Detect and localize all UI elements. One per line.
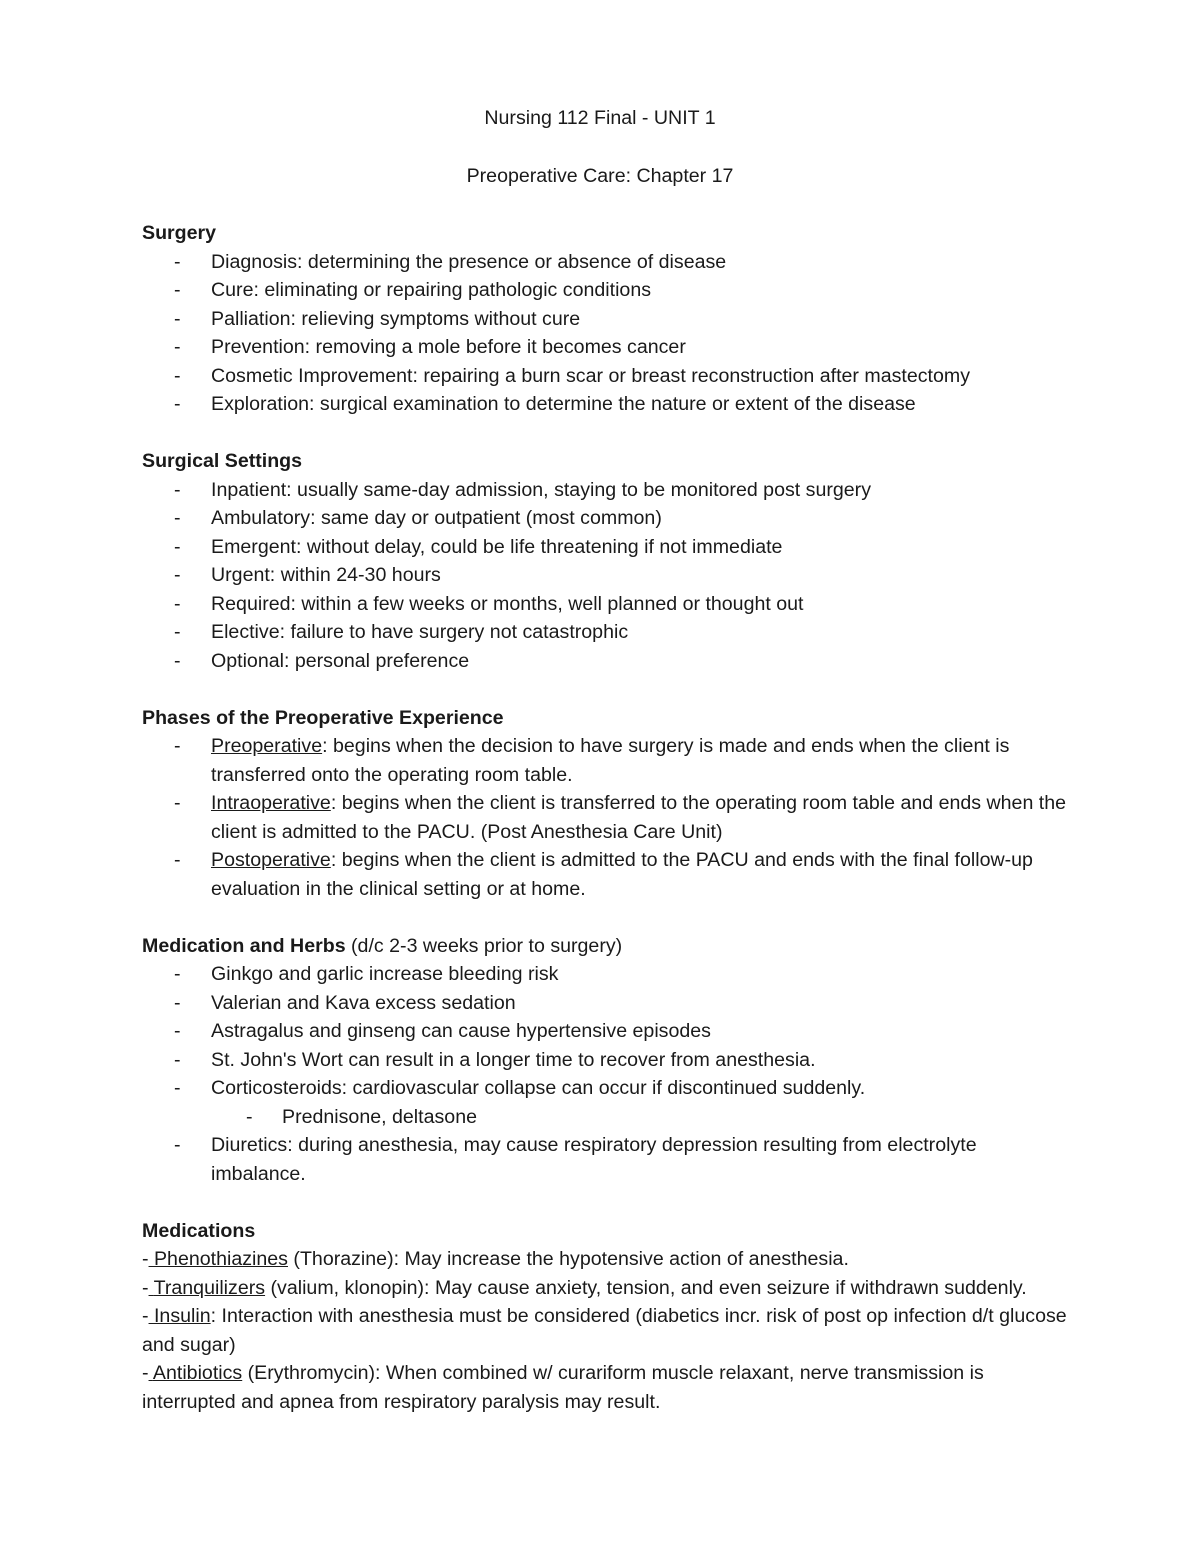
list-item: - Cosmetic Improvement: repairing a burn scar or breast reconstruction after mastectomy — [174, 364, 971, 387]
section-heading: Surgical Settings — [142, 450, 303, 472]
list-item: - Cure: eliminating or repairing pathologic conditions — [174, 279, 652, 301]
list-item: - Ambulatory: same day or outpatient (most common) — [174, 507, 662, 529]
document-body — [142, 104, 1072, 1445]
section-surgery — [142, 219, 1072, 419]
list-item: - Valerian and Kava excess sedation — [174, 991, 516, 1014]
term: Antibiotics — [152, 1362, 243, 1384]
medication-entry: - Tranquilizers (valium, klonopin): May cause anxiety, tension, and even seizure if withdrawn suddenly. — [142, 1276, 1027, 1299]
section-heading: Medications — [142, 1219, 256, 1242]
list-item: - Diagnosis: determining the presence or absence of disease — [174, 250, 727, 273]
list-item: - Optional: personal preference — [174, 649, 470, 672]
list-item: - Urgent: within 24-30 hours — [174, 564, 441, 586]
section-heading: Phases of the Preoperative Experience — [142, 706, 504, 729]
medication-entry: - Antibiotics (Erythromycin): When combined w/ curariform muscle relaxant, nerve transmission is interrupted and apnea from respiratory paralysis may result. — [142, 1362, 984, 1413]
medication-entry: - Insulin: Interaction with anesthesia must be considered (diabetics incr. risk of post op infection d/t glucose and sugar) — [142, 1305, 1067, 1356]
list-item: - Intraoperative: begins when the client is transferred to the operating room table and ends when the client is admitted to the PACU. (Post Anesthesia Care Unit) — [174, 792, 1067, 843]
list-item: - St. John's Wort can result in a longer time to recover from anesthesia. — [174, 1048, 816, 1071]
bullet-list — [142, 732, 1072, 903]
heading-note: (d/c 2-3 weeks prior to surgery) — [345, 934, 623, 957]
term: Tranquilizers — [153, 1276, 266, 1299]
section-heading-row — [142, 932, 1072, 961]
term: Insulin — [153, 1305, 211, 1327]
list-item: - Inpatient: usually same-day admission, staying to be monitored post surgery — [174, 478, 871, 501]
section-surgical-settings — [142, 447, 1072, 675]
bullet-list — [142, 476, 1072, 676]
bullet-list — [142, 960, 1072, 1188]
list-item: - Ginkgo and garlic increase bleeding risk — [174, 963, 559, 985]
section-medication-herbs — [142, 932, 1072, 1189]
list-item: - Exploration: surgical examination to determine the nature or extent of the disease — [174, 393, 916, 415]
document-title: Nursing 112 Final - UNIT 1 — [484, 107, 716, 129]
list-item: - Diuretics: during anesthesia, may cause respiratory depression resulting from electrolyte imbalance. — [174, 1134, 977, 1185]
list-item: - Palliation: relieving symptoms without cure — [174, 307, 581, 330]
list-item: - Astragalus and ginseng can cause hypertensive episodes — [174, 1020, 711, 1042]
section-heading: Surgery — [142, 222, 217, 244]
section-phases — [142, 704, 1072, 904]
term: Postoperative — [211, 849, 331, 871]
term: Preoperative — [211, 735, 323, 757]
list-item: - Emergent: without delay, could be life threatening if not immediate — [174, 535, 783, 558]
term: Phenothiazines — [153, 1248, 288, 1270]
bullet-list — [142, 248, 1072, 419]
list-item: - Prevention: removing a mole before it becomes cancer — [174, 336, 686, 358]
medication-entry: - Phenothiazines (Thorazine): May increase the hypotensive action of anesthesia. — [142, 1248, 849, 1270]
sub-list-item: - Prednisone, deltasone — [246, 1105, 477, 1128]
list-item: - Corticosteroids: cardiovascular collapse can occur if discontinued suddenly. — [174, 1077, 866, 1099]
document-subtitle: Preoperative Care: Chapter 17 — [466, 164, 734, 187]
medication-list — [142, 1245, 1072, 1416]
list-item: - Preoperative: begins when the decision to have surgery is made and ends when the client is transferred onto the operating room table. — [174, 735, 1010, 786]
section-medications — [142, 1217, 1072, 1417]
list-item: - Elective: failure to have surgery not catastrophic — [174, 621, 629, 643]
list-item: - Required: within a few weeks or months, well planned or thought out — [174, 592, 804, 615]
list-item: - Postoperative: begins when the client is admitted to the PACU and ends with the final follow-up evaluation in the clinical setting or at home. — [174, 849, 1033, 900]
section-heading: Medication and Herbs — [142, 934, 346, 957]
term: Intraoperative — [211, 792, 331, 814]
